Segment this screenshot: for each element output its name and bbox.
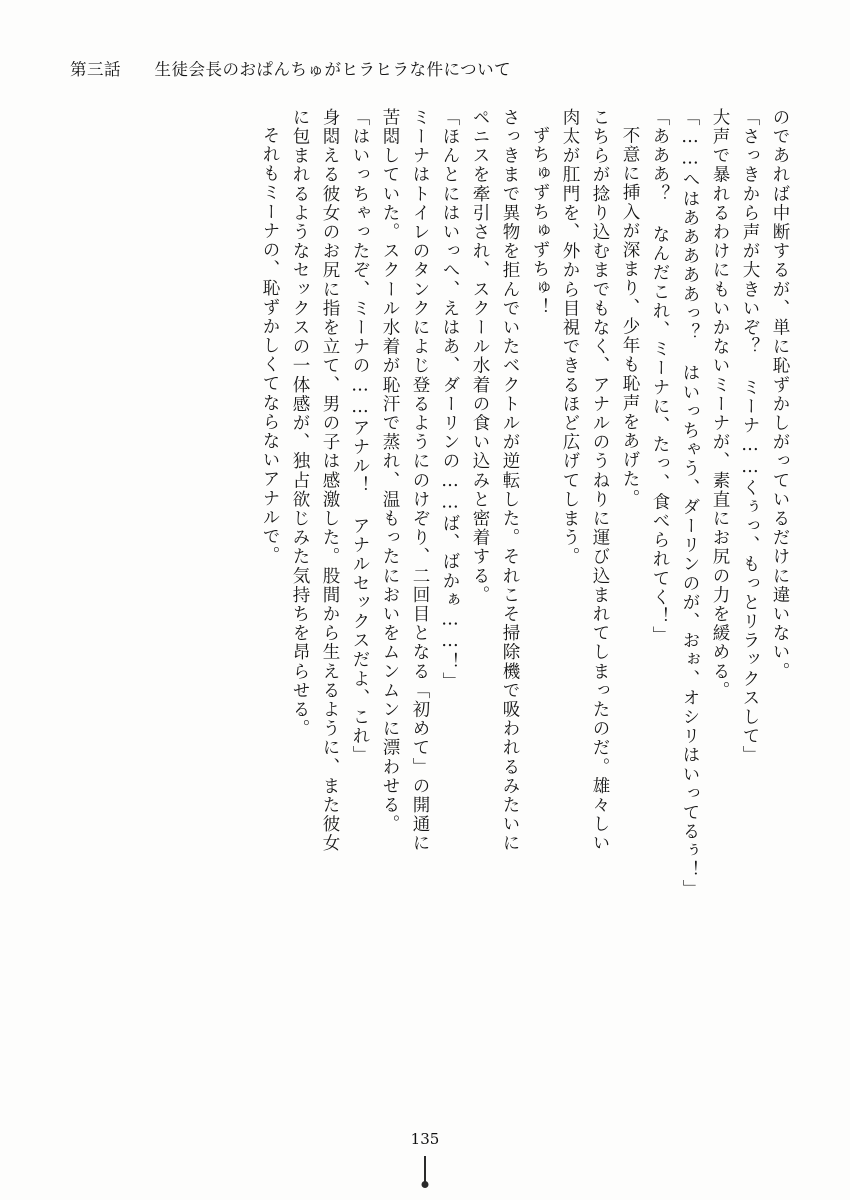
text-line: 「……へはあああああっ？ はいっちゃう、ダーリンのが、おぉ、オシリはいってるぅ！」 [680,108,700,899]
text-line: 「さっきから声が大きいぞ？ ミーナ……くぅっ、もっとリラックスして」 [740,108,760,765]
text-line: に包まれるようなセックスの一体感が、独占欲じみた気持ちを昂らせる。 [290,108,310,739]
text-line: さっきまで異物を拒んでいたベクトルが逆転した。それこそ掃除機で吸われるみたいに [500,108,520,853]
spine-dot [422,1181,429,1188]
running-header [70,56,780,90]
text-line: 「あああ？ なんだこれ、ミーナに、たっ、食べられてく！」 [650,108,670,646]
text-line: 身悶える彼女のお尻に指を立て、男の子は感激した。股間から生えるように、また彼女 [320,108,340,853]
text-line: 「ほんとにはいっへ、えはあ、ダーリンの……ば、ばかぁ……！」 [440,108,460,691]
text-line: ミーナはトイレのタンクによじ登るようにのけぞり、二回目となる「初めて」の開通に [410,108,430,853]
text-line: こちらが捻り込むまでもなく、アナルのうねりに運び込まれてしまったのだ。雄々しい [590,108,610,853]
chapter-label: 第三話 [70,60,121,79]
text-line: 不意に挿入が深まり、少年も恥声をあげた。 [620,126,640,508]
text-line: 肉太が肛門を、外から目視できるほど広げてしまう。 [560,108,580,567]
text-line: ペニスを牽引され、スクール水着の食い込みと密着する。 [470,108,490,605]
spine-mark [424,1156,426,1182]
text-line: 大声で暴れるわけにもいかないミーナが、素直にお尻の力を緩める。 [710,108,730,701]
text-line: ずちゅずちゅずちゅ！ [530,126,550,317]
text-line: のであれば中断するが、単に恥ずかしがっているだけに違いない。 [770,108,790,681]
chapter-title: 生徒会長のおぱんちゅがヒラヒラな件について [154,60,512,79]
text-line: 苦悶していた。スクール水着が恥汗で蒸れ、温もったにおいをムンムンに漂わせる。 [380,108,400,834]
page-number: 135 [410,1130,440,1148]
vertical-text-body [62,108,788,1098]
text-line: 「はいっちゃったぞ、ミーナの……アナル！ アナルセックスだよ、これ」 [350,108,370,765]
text-line: それもミーナの、恥ずかしくてならないアナルで。 [260,126,280,566]
